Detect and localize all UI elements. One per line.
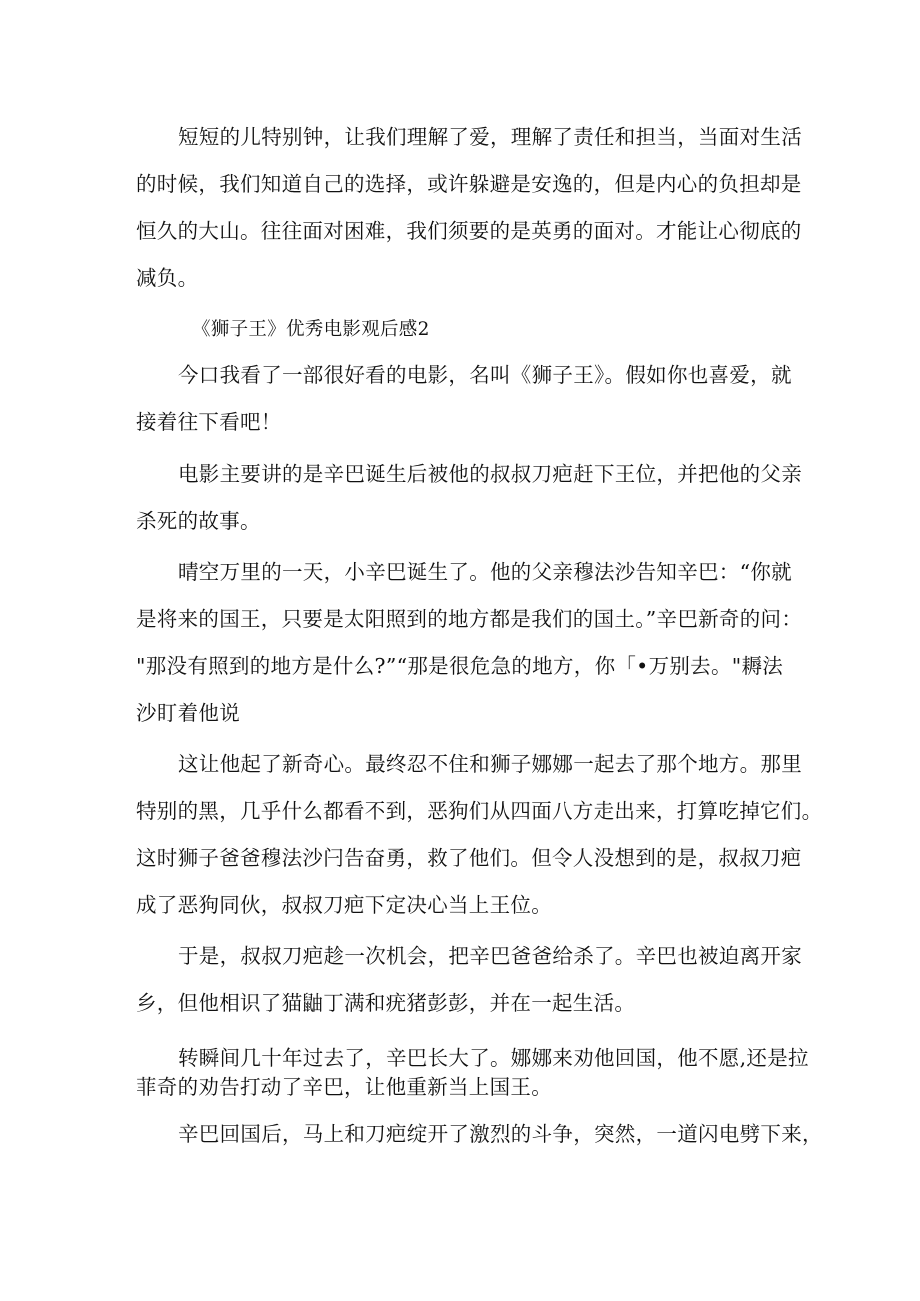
paragraph-5-line-4: 成了恶狗同伙，叔叔刀疤下定决心当上王位。 [136,893,552,917]
paragraph-4-line-4: 沙盯着他说 [136,701,240,725]
paragraph-5-line-3: 这时狮子爸爸穆法沙闩告奋勇，救了他们。但令人没想到的是，叔叔刀疤 [136,846,802,870]
paragraph-2-line-1: 今口我看了一部很好看的电影，名叫《狮子王》。假如你也喜爱，就 [178,363,792,387]
paragraph-7-line-1: 转瞬间几十年过去了，辛巴长大了。娜娜来劝他回国，他不愿,还是拉 [178,1046,809,1070]
paragraph-3-line-2: 杀死的故事。 [136,509,261,533]
paragraph-4-line-2: 是将来的国王，只要是太阳照到的地方都是我们的国土。”辛巴新奇的问： [136,607,803,631]
paragraph-7-line-2: 菲奇的劝告打动了辛巴，让他重新当上国王。 [136,1075,552,1099]
paragraph-3-line-1: 电影主要讲的是辛巴诞生后被他的叔叔刀疤赶下王位，并把他的父亲 [178,462,802,486]
paragraph-1-line-4: 减负。 [136,266,199,290]
paragraph-1-line-2: 的时候，我们知道自己的选择，或许躲避是安逸的，但是内心的负担却是 [136,172,802,196]
paragraph-5-line-2: 特别的黑，几乎什么都看不到，恶狗们从四面八方走出来，打算吃掉它们。 [136,799,823,823]
paragraph-1-line-1: 短短的儿特别钟，让我们理解了爱，理解了责任和担当，当面对生活 [178,125,802,149]
paragraph-8-line-1: 辛巴回国后，马上和刀疤绽开了激烈的斗争，突然，一道闪电劈下来， [178,1122,823,1146]
paragraph-4-line-3: "那没有照到的地方是什么?”“那是很危急的地方，你「•万别去。"耨法 [136,654,784,678]
paragraph-6-line-2: 乡，但他相识了猫鼬丁满和疣猪彭彭，并在一起生活。 [136,991,636,1015]
paragraph-1-line-3: 恒久的大山。往往面对困难，我们须要的是英勇的面对。才能让心彻底的 [136,219,802,243]
section-heading: 《狮子王》优秀电影观后感2 [192,319,430,340]
paragraph-2-line-2: 接着往下看吧！ [136,410,282,434]
paragraph-4-line-1: 晴空万里的一天，小辛巴诞生了。他的父亲穆法沙告知辛巴：“你就 [178,560,792,584]
paragraph-5-line-1: 这让他起了新奇心。最终忍不住和狮子娜娜一起去了那个地方。那里 [178,752,802,776]
paragraph-6-line-1: 于是，叔叔刀疤趁一次机会，把辛巴爸爸给杀了。辛巴也被迫离开家 [178,944,802,968]
